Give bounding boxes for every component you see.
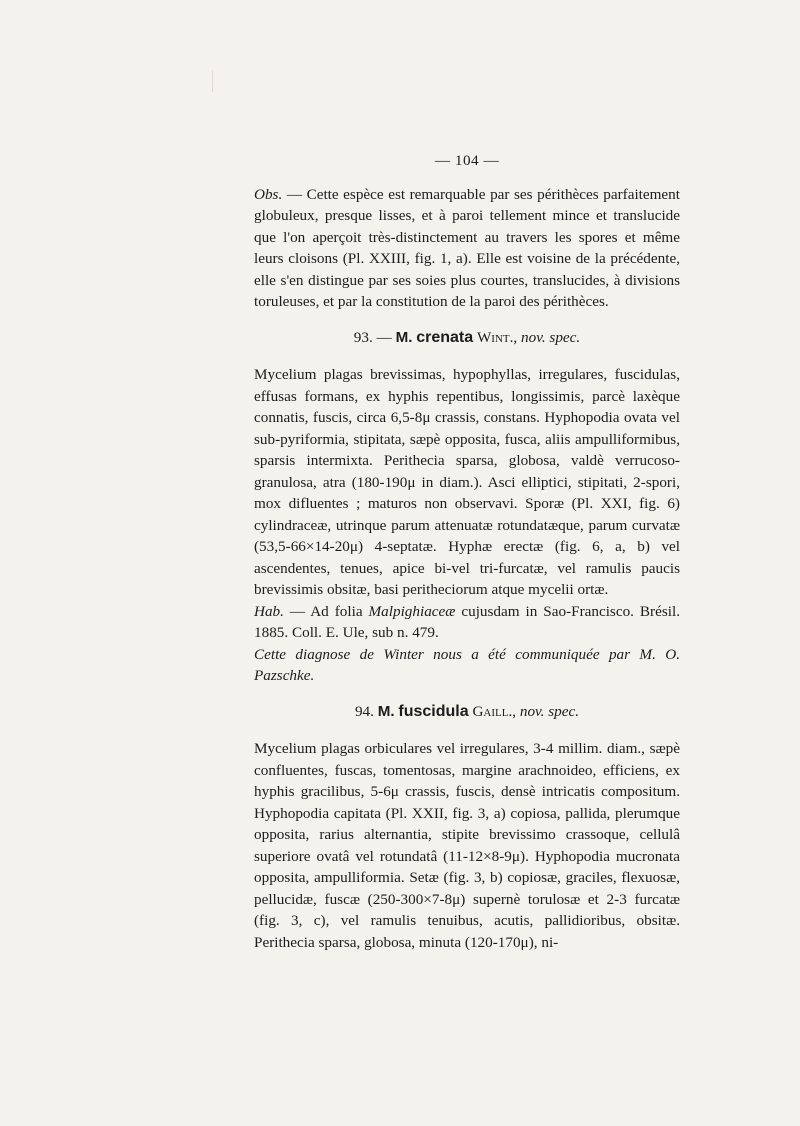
species-93-number: 93. —: [353, 328, 392, 346]
paper-mark: [212, 70, 219, 92]
species-94-description: Mycelium plagas orbiculares vel irregulares, 3-4 millim. diam., sæpè confluentes, fuscas, tomentosas, margine arachnoideo, efficiens, ex hyphis gracilibus, 5-6μ crassis, fuscis, densè intricatis compositum. Hyphopodia capitata (Pl. XXII, fig. 3, a) copiosa, pallida, plerumque opposita, rarius alternantia, stipite brevissimo crassoque, cellulâ superiore ovatâ vel rotundatâ (11-12×8-9μ). Hyphopodia mucronata opposita, ampulliformia. Setæ (fig. 3, b) copiosæ, graciles, flexuosæ, pellucidæ, fuscæ (250-300×7-8μ) supernè torulosæ et 2-3 furcatæ (fig. 3, c), vel ramulis tenuibus, acutis, pallidioribus, obsitæ. Perithecia sparsa, globosa, minuta (120-170μ), ni-: [254, 740, 680, 951]
species-93-note: Cette diagnose de Winter nous a été communiquée par M. O. Pazschke.: [254, 645, 680, 684]
species-94-number: 94.: [354, 702, 374, 720]
species-94-genus: M.: [377, 702, 395, 720]
obs-lead: Obs.: [254, 185, 283, 203]
species-94-name: fuscidula: [398, 702, 469, 720]
page-number: — 104 —: [434, 152, 500, 169]
species-93-name: crenata: [416, 328, 474, 346]
species-93-genus: M.: [395, 328, 413, 346]
species-93-habitat: [254, 601, 680, 644]
species-93-author: Wint.,: [476, 328, 518, 346]
species-94-heading: [254, 701, 680, 723]
species-93-description: Mycelium plagas brevissimas, hypophyllas, irregulares, fuscidulas, effusas formans, ex hyphis repentibus, longissimis, parcè laxèque connatis, fuscis, circa 6,5-8μ crassis, constans. Hyphopodia ovata vel sub-pyriformia, stipitata, sæpè opposita, fusca, aliis ampulliformibus, sparsis intermixta. Perithecia sparsa, globosa, valdè verrucoso-granulosa, atra (180-190μ in diam.). Asci elliptici, stipitati, 2-spori, mox difluentes ; maturos non observavi. Sporæ (Pl. XXI, fig. 6) cylindraceæ, utrinque parum attenuatæ rotundatæque, parum curvatæ (53,5-66×14-20μ) 4-septatæ. Hyphæ erectæ (fig. 6, a, b) vel ascendentes, tenues, apice bi-vel tri-furcatæ, vel ramulis paucis brevissimis obsitæ, basi peritheciorum atque mycelii ortæ.: [254, 366, 680, 598]
hab-before: — Ad folia: [283, 602, 369, 620]
page-body: [254, 150, 680, 953]
species-93-nov: nov. spec.: [521, 328, 581, 346]
hab-after: cujusdam in Sao-Francisco. Brésil. 1885. Coll. E. Ule, sub n. 479.: [254, 602, 680, 641]
obs-paragraph: [254, 184, 680, 313]
hab-label: Hab.: [254, 602, 284, 620]
obs-text: — Cette espèce est remarquable par ses périthèces parfaitement globuleux, presque lisses, et à paroi tellement mince et translucide que l'on aperçoit très-distinctement au travers les spores et même leurs cloisons (Pl. XXIII, fig. 1, a). Elle est voisine de la précédente, elle s'en distingue par ses soies plus courtes, translucides, à divisions toruleuses, et par la constitution de la paroi des périthèces.: [254, 185, 680, 310]
species-94-nov: nov. spec.: [519, 702, 580, 720]
hab-host: Malpighiaceæ: [368, 602, 456, 620]
species-94-author: Gaill.,: [472, 702, 517, 720]
species-93-heading: [254, 327, 680, 349]
